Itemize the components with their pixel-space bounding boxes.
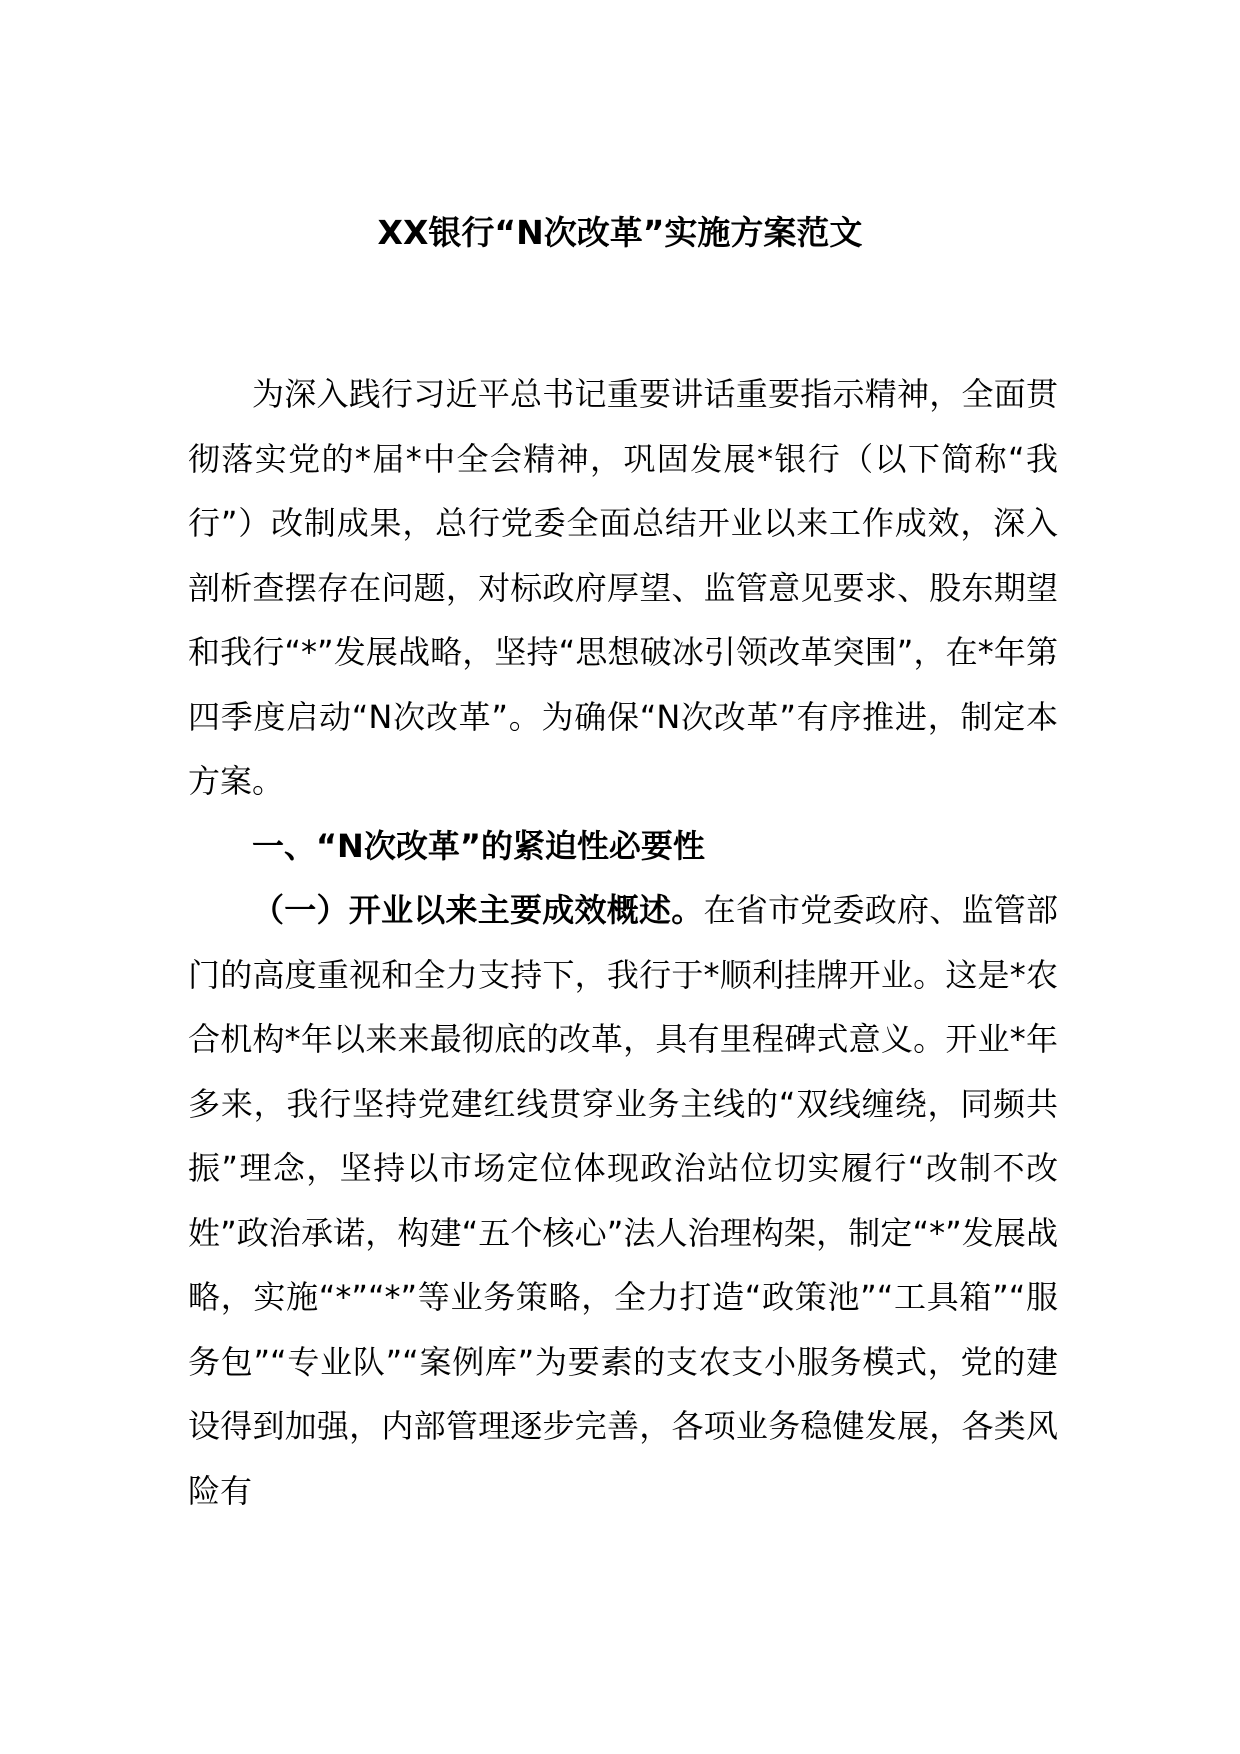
intro-paragraph: 为深入践行习近平总书记重要讲话重要指示精神，全面贯彻落实党的*届*中全会精神，巩固发展*银行（以下简称“我行”）改制成果，总行党委全面总结开业以来工作成效，深入剖析查摆存在问题，对标政府厚望、监管意见要求、股东期望和我行“*”发展战略，坚持“思想破冰引领改革突围”，在*年第四季度启动“N次改革”。为确保“N次改革”有序推进，制定本方案。 xyxy=(188,375,1058,800)
subsection-lead: （一）开业以来主要成效概述。 xyxy=(252,891,704,929)
subsection-paragraph xyxy=(188,878,1058,1523)
subsection-text: 在省市党委政府、监管部门的高度重视和全力支持下，我行于*顺利挂牌开业。这是*农合机构*年以来来最彻底的改革，具有里程碑式意义。开业*年多来，我行坚持党建红线贯穿业务主线的“双线缠绕，同频共振”理念，坚持以市场定位体现政治站位切实履行“改制不改姓”政治承诺，构建“五个核心”法人治理构架，制定“*”发展战略，实施“*”“*”等业务策略，全力打造“政策池”“工具箱”“服务包”“专业队”“案例库”为要素的支农支小服务模式，党的建设得到加强，内部管理逐步完善，各项业务稳健发展，各类风险有 xyxy=(188,891,1058,1510)
document-body xyxy=(188,362,1058,1523)
document-title: XX银行“N次改革”实施方案范文 xyxy=(377,213,863,252)
section-heading: 一、“N次改革”的紧迫性必要性 xyxy=(252,826,705,865)
